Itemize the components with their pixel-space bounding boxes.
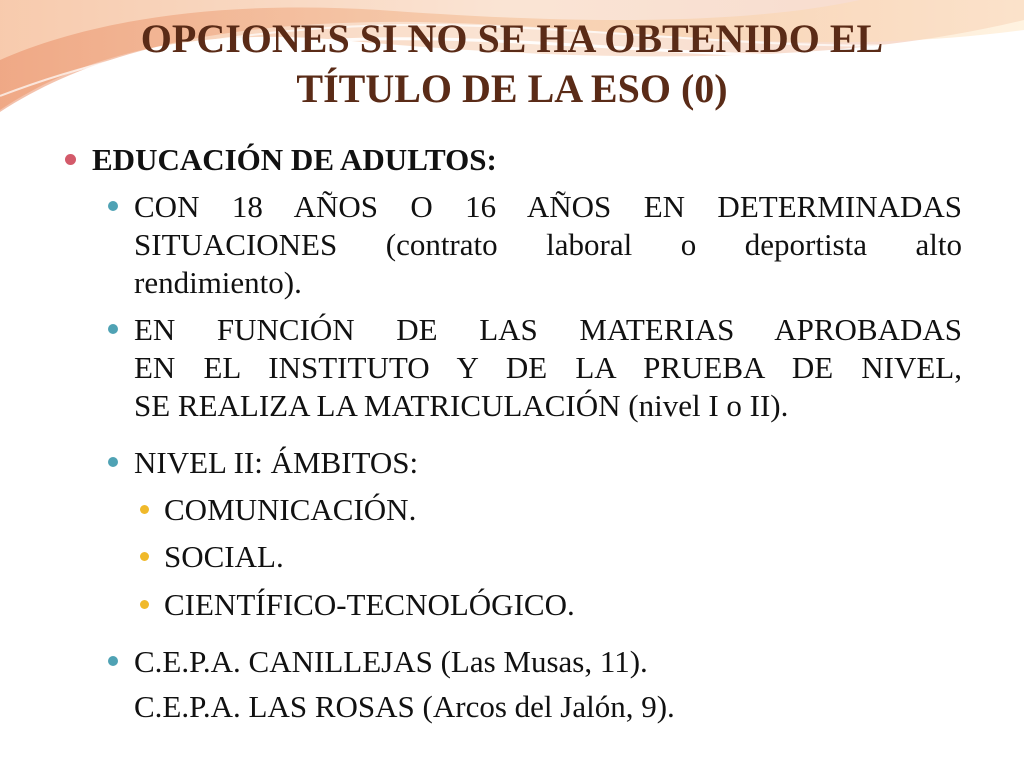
bullet-level3 xyxy=(140,505,149,514)
item2-line1: EN FUNCIÓN DE LAS MATERIAS APROBADAS xyxy=(134,312,962,347)
item2-line3: SE REALIZA LA MATRICULACIÓN (nivel I o II). xyxy=(134,388,789,423)
heading-educacion-adultos: EDUCACIÓN DE ADULTOS: xyxy=(92,142,497,177)
bullet-level1 xyxy=(65,154,76,165)
item1-line3: rendimiento). xyxy=(134,265,302,300)
item1-line1: CON 18 AÑOS O 16 AÑOS EN DETERMINADAS xyxy=(134,189,962,224)
subitem-social: SOCIAL. xyxy=(164,539,284,574)
subitem-comunicacion: COMUNICACIÓN. xyxy=(164,492,417,527)
item3-nivel-ambitos: NIVEL II: ÁMBITOS: xyxy=(134,445,419,480)
bullet-level2 xyxy=(108,201,118,211)
item2-line2: EN EL INSTITUTO Y DE LA PRUEBA DE NIVEL, xyxy=(134,350,962,385)
bullet-level3 xyxy=(140,552,149,561)
title-line-2: TÍTULO DE LA ESO (0) xyxy=(296,66,728,111)
item1-line2: SITUACIONES (contrato laboral o deportista alto xyxy=(134,227,962,262)
item4-line1: C.E.P.A. CANILLEJAS (Las Musas, 11). xyxy=(134,644,648,679)
item4-line2: C.E.P.A. LAS ROSAS (Arcos del Jalón, 9). xyxy=(134,689,675,724)
bullet-level2 xyxy=(108,656,118,666)
title-line-1: OPCIONES SI NO SE HA OBTENIDO EL xyxy=(140,16,884,61)
bullet-level2 xyxy=(108,457,118,467)
bullet-level2 xyxy=(108,324,118,334)
subitem-cientifico-tecnologico: CIENTÍFICO-TECNOLÓGICO. xyxy=(164,587,575,622)
bullet-level3 xyxy=(140,600,149,609)
